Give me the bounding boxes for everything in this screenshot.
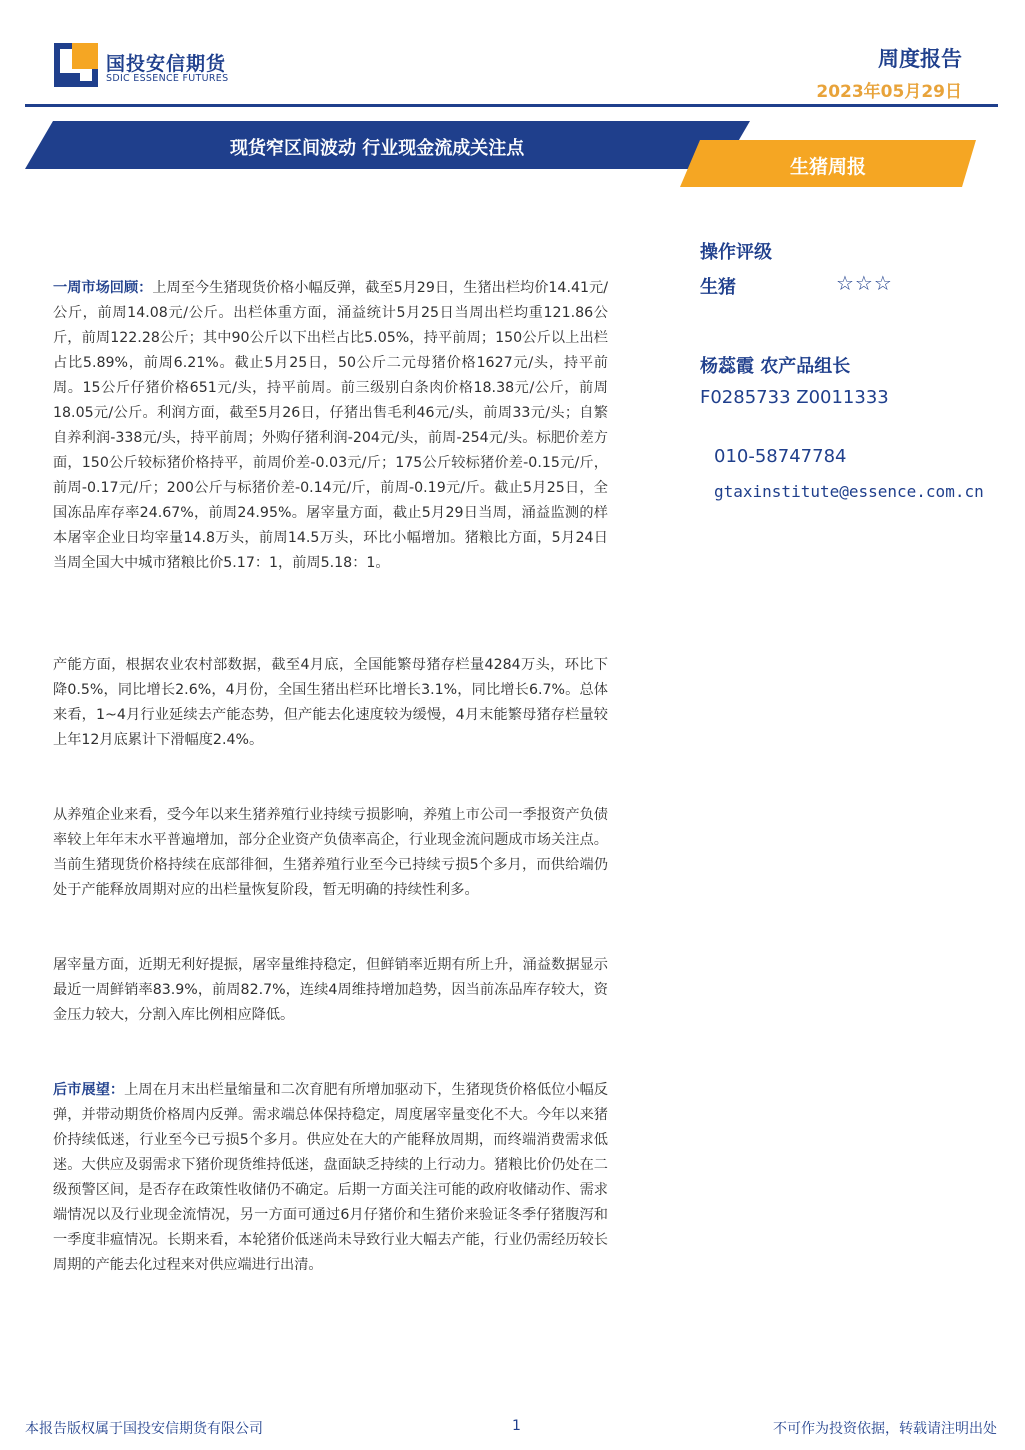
section-title: 生猪周报	[790, 156, 867, 178]
company-name-cn: 国投安信期货	[106, 53, 227, 75]
outlook-paragraph	[53, 1078, 608, 1278]
market-review-text: 上周至今生猪现货价格小幅反弹，截至5月29日，生猪出栏均价14.41元/公斤，前周14.08元/公斤。出栏体重方面，涌益统计5月25日当周出栏均重121.86公斤，前周122.28公斤；其中90公斤以下出栏占比5.05%，持平前周；150公斤以上出栏占比5.89%，前周6.21%。截止5月25日，50公斤二元母猪价格1627元/头，持平前周。15公斤仔猪价格651元/头，持平前周。前三级别白条肉价格18.38元/公斤，前周18.05元/公斤。利润方面，截至5月26日，仔猪出售毛利46元/头，前周33元/头；自繁自养利润-338元/头，持平前周；外购仔猪利润-204元/头，前周-254元/头。标肥价差方面，150公斤较标猪价格持平，前周价差-0.03元/斤；175公斤较标猪价差-0.15元/斤，前周-0.17元/斤；200公斤与标猪价差-0.14元/斤，前周-0.19元/斤。截止5月25日，全国冻品库存率24.67%，前周24.95%。屠宰量方面，截止5月29日当周，涌益监测的样本屠宰企业日均宰量14.8万头，前周14.5万头，环比小幅增加。猪粮比方面，5月24日当周全国大中城市猪粮比价5.17：1，前周5.18：1。	[53, 280, 608, 571]
analyst-name: 杨蕊霞 农产品组长	[700, 356, 851, 377]
analyst-license-ids: F0285733 Z0011333	[700, 387, 889, 408]
page-number: 1	[512, 1418, 521, 1434]
company-logo-icon	[54, 43, 98, 87]
report-title: 现货窄区间波动 行业现金流成关注点	[230, 138, 525, 159]
rating-item: 生猪	[700, 277, 736, 298]
analyst-phone: 010-58747784	[714, 446, 847, 467]
market-review-label: 一周市场回顾：	[53, 280, 153, 296]
report-date: 2023年05月29日	[816, 82, 962, 102]
rating-heading: 操作评级	[700, 242, 772, 263]
market-review-paragraph	[53, 276, 608, 576]
copyright-notice: 本报告版权属于国投安信期货有限公司	[25, 1421, 263, 1437]
analyst-email-container	[714, 482, 1025, 501]
rating-stars-icon: ☆☆☆	[836, 271, 893, 295]
capacity-paragraph: 产能方面，根据农业农村部数据，截至4月底，全国能繁母猪存栏量4284万头，环比下降0.5%，同比增长2.6%，4月份，全国生猪出栏环比增长3.1%，同比增长6.7%。总体来看，1~4月行业延续去产能态势，但产能去化速度较为缓慢，4月末能繁母猪存栏量较上年12月底累计下滑幅度2.4%。	[53, 657, 608, 748]
outlook-label: 后市展望：	[53, 1082, 125, 1098]
company-name-en: SDIC ESSENCE FUTURES	[106, 73, 229, 84]
report-type: 周度报告	[878, 47, 962, 71]
slaughter-paragraph: 屠宰量方面，近期无利好提振，屠宰量维持稳定，但鲜销率近期有所上升，涌益数据显示最近一周鲜销率83.9%，前周82.7%，连续4周维持增加趋势，因当前冻品库存较大，资金压力较大，分割入库比例相应降低。	[53, 957, 608, 1023]
outlook-text: 上周在月末出栏量缩量和二次育肥有所增加驱动下，生猪现货价格低位小幅反弹，并带动期货价格周内反弹。需求端总体保持稳定，周度屠宰量变化不大。今年以来猪价持续低迷，行业至今已亏损5个多月。供应处在大的产能释放周期，而终端消费需求低迷。大供应及弱需求下猪价现货维持低迷，盘面缺乏持续的上行动力。猪粮比价仍处在二级预警区间，是否存在政策性收储仍不确定。后期一方面关注可能的政府收储动作、需求端情况以及行业现金流情况，另一方面可通过6月仔猪价和生猪价来验证冬季仔猪腹泻和一季度非瘟情况。长期来看，本轮猪价低迷尚未导致行业大幅去产能，行业仍需经历较长周期的产能去化过程来对供应端进行出清。	[53, 1082, 608, 1273]
header-divider	[25, 104, 998, 107]
analyst-email[interactable]: gtaxinstitute@essence.com.cn	[714, 482, 984, 501]
enterprise-paragraph: 从养殖企业来看，受今年以来生猪养殖行业持续亏损影响，养殖上市公司一季报资产负债率较上年年末水平普遍增加，部分企业资产负债率高企，行业现金流问题成市场关注点。当前生猪现货价格持续在底部徘徊，生猪养殖行业至今已持续亏损5个多月，而供给端仍处于产能释放周期对应的出栏量恢复阶段，暂无明确的持续性利多。	[53, 807, 608, 898]
disclaimer-notice: 不可作为投资依据，转载请注明出处	[773, 1421, 997, 1437]
